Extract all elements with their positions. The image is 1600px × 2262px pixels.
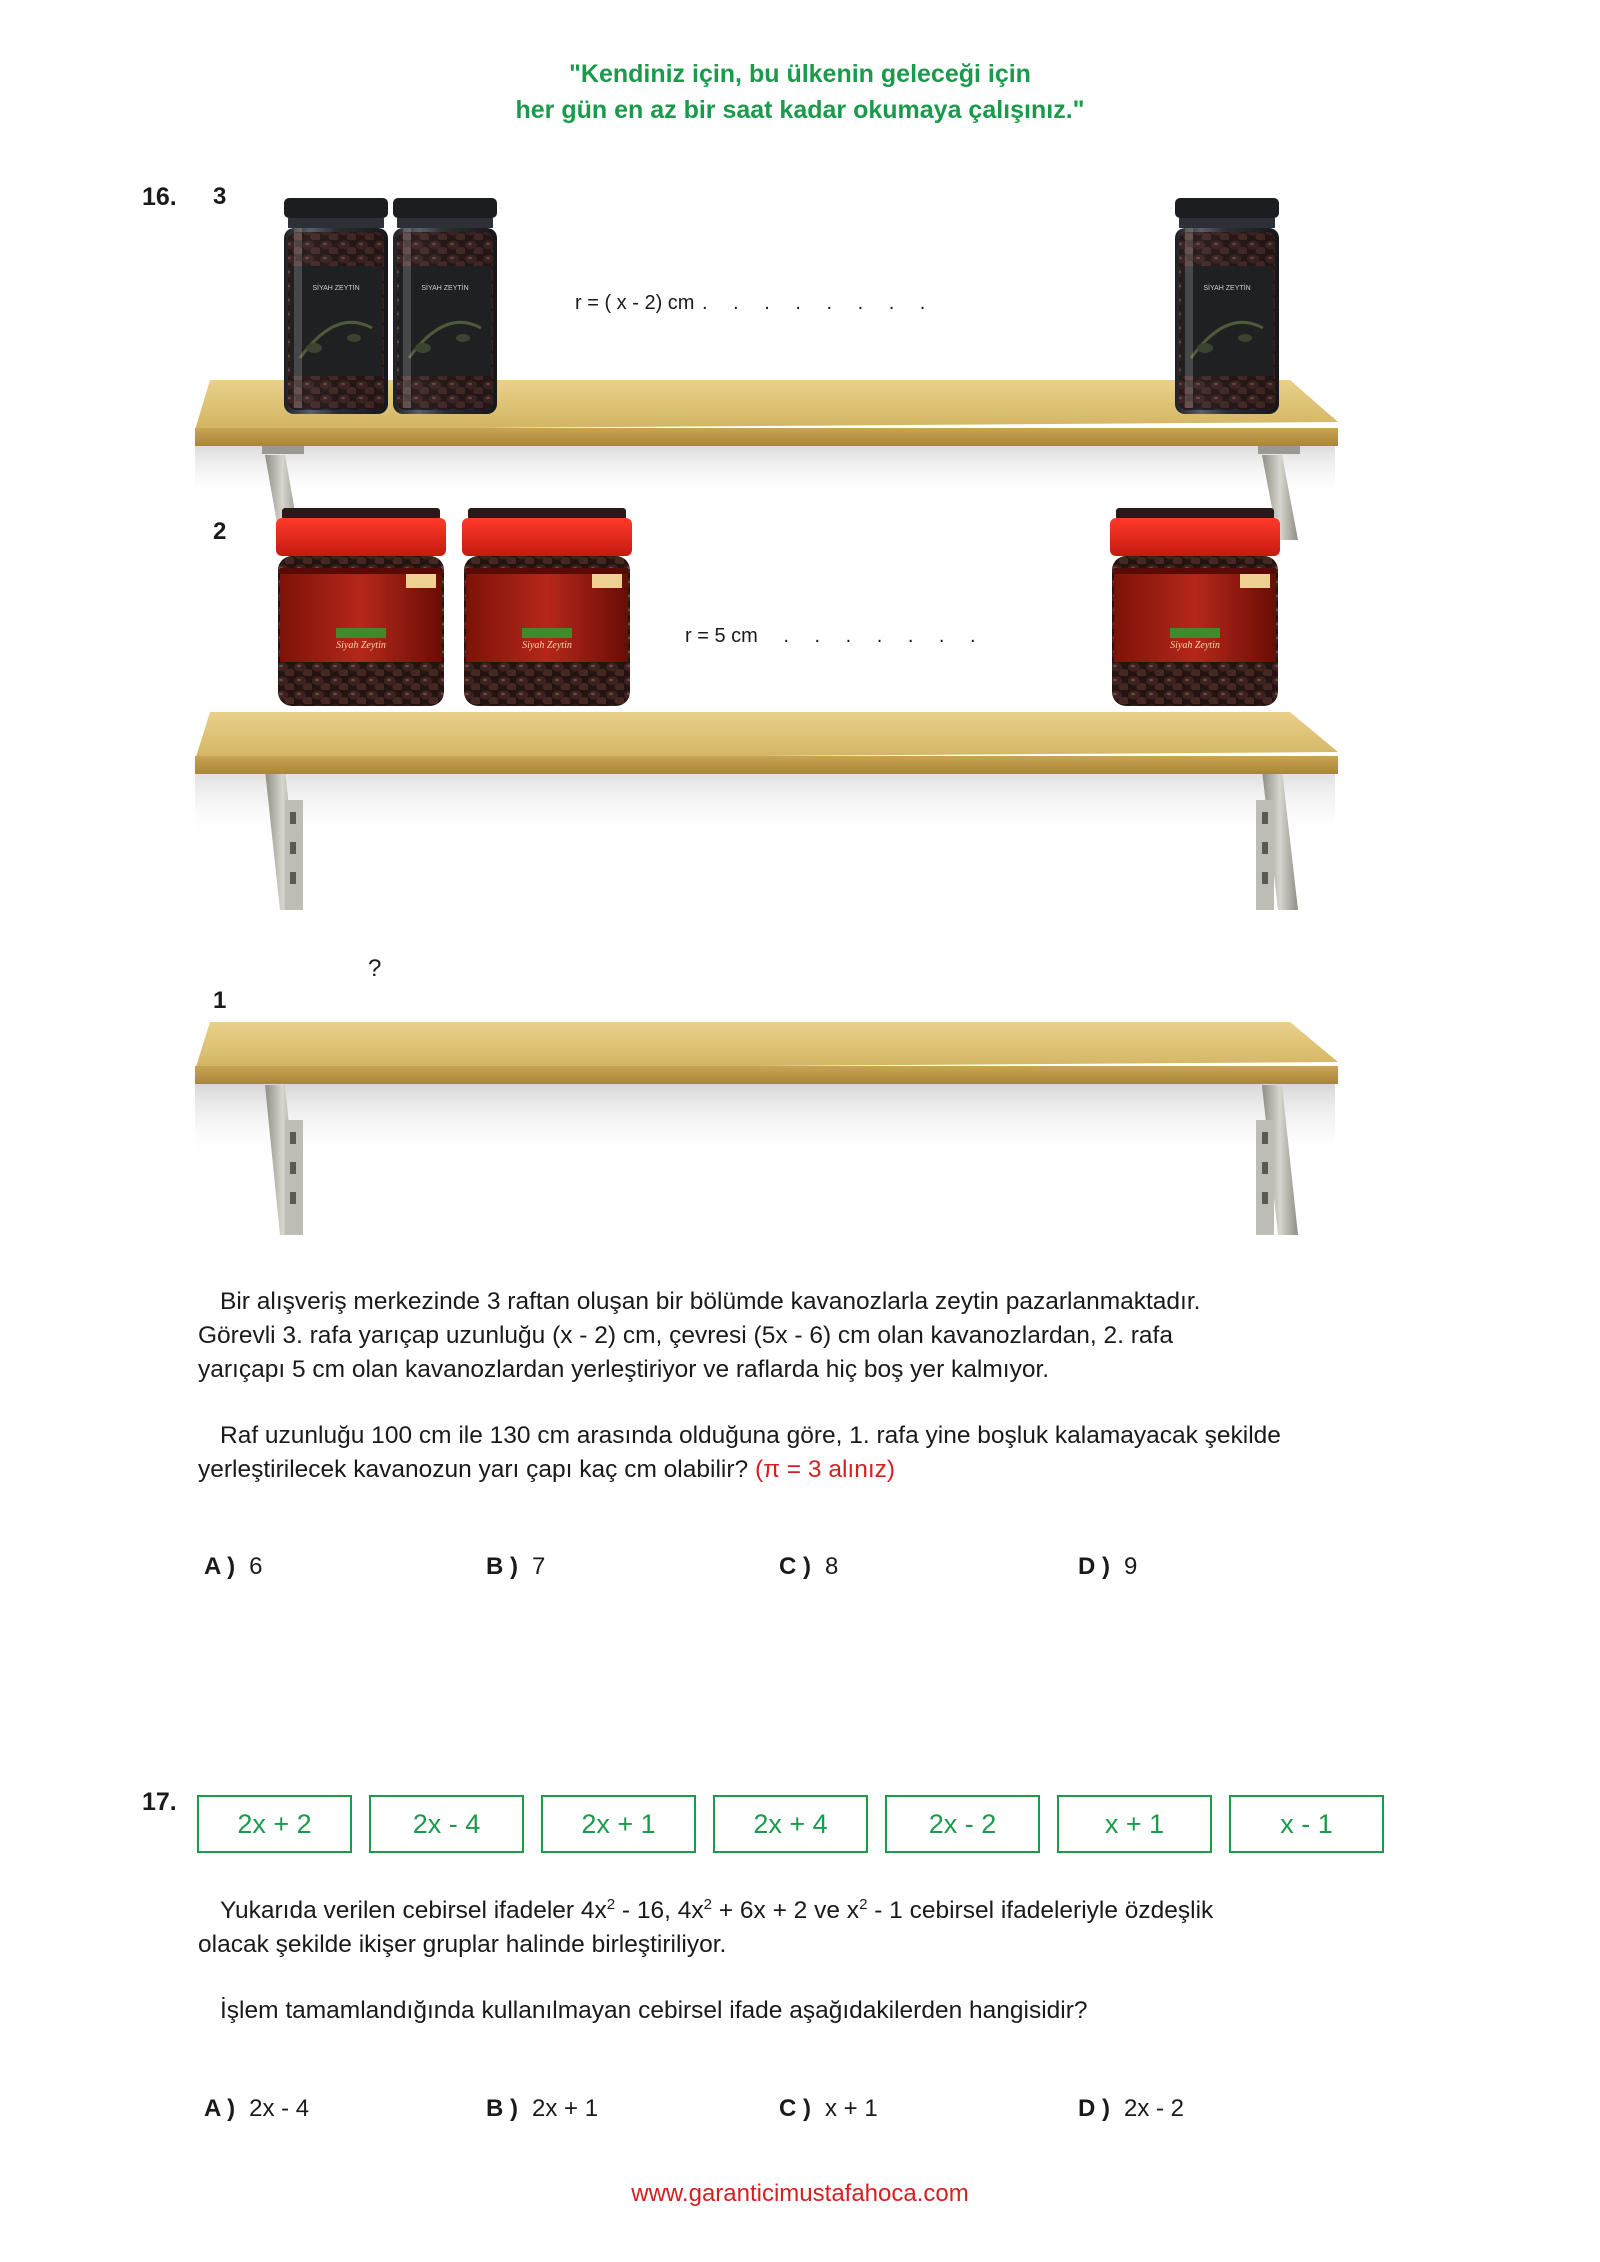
- question-17-number: 17.: [142, 1788, 177, 1816]
- option-letter: A ): [204, 2095, 236, 2122]
- jar-label: SİYAH ZEYTİN: [421, 285, 469, 292]
- pi-note: (π = 3 alınız): [754, 1456, 896, 1483]
- q17-option-c[interactable]: [779, 2095, 878, 2123]
- glass-jar: [393, 198, 497, 414]
- shelf-2-radius-note: [685, 625, 986, 648]
- expression-box: 2x - 4: [369, 1795, 524, 1853]
- shelf-3: [195, 198, 1338, 540]
- text-part: - 1 cebirsel ifadeleriyle özdeşlik: [867, 1897, 1214, 1925]
- glass-jar: [284, 198, 388, 414]
- shelf-2: [195, 508, 1338, 910]
- red-lid-jar: [276, 508, 446, 706]
- shelf-3-radius-note: [575, 292, 935, 315]
- expression-box: 2x + 1: [541, 1795, 696, 1853]
- jar-label: SİYAH ZEYTİN: [312, 285, 360, 292]
- question-17-text: [198, 1888, 1448, 2028]
- paragraph-line: [198, 1888, 1448, 1928]
- dots: . . . . . . . .: [702, 292, 936, 314]
- q17-option-a[interactable]: [204, 2095, 309, 2123]
- dots: . . . . . . .: [783, 625, 986, 647]
- unknown-radius-mark: ?: [368, 955, 382, 982]
- website-link[interactable]: www.garanticimustafahoca.com: [631, 2180, 969, 2207]
- glass-jar: [1175, 198, 1279, 414]
- q17-option-b[interactable]: [486, 2095, 598, 2123]
- paragraph-line: Görevli 3. rafa yarıçap uzunluğu (x - 2) cm, çevresi (5x - 6) cm olan kavanozlardan, 2. rafa: [198, 1322, 1173, 1349]
- option-value: 6: [249, 1553, 263, 1580]
- question-16-text: [198, 1285, 1448, 1487]
- option-letter: B ): [486, 1553, 518, 1580]
- expression-box: x + 1: [1057, 1795, 1212, 1853]
- radius-label: r = 5 cm: [685, 625, 758, 647]
- red-lid-jar: [1110, 508, 1280, 706]
- option-letter: D ): [1078, 2095, 1110, 2122]
- quote-line-1: "Kendiniz için, bu ülkenin geleceği için: [569, 60, 1031, 88]
- text-part: - 16, 4x: [615, 1897, 704, 1925]
- jar-label: Siyah Zeytin: [336, 640, 386, 651]
- option-value: 9: [1124, 1553, 1138, 1580]
- quote-line-2: her gün en az bir saat kadar okumaya çalışınız.": [515, 96, 1085, 124]
- paragraph-line: [198, 1453, 1448, 1487]
- question-text: yerleştirilecek kavanozun yarı çapı kaç cm olabilir?: [198, 1456, 749, 1483]
- option-letter: B ): [486, 2095, 518, 2122]
- option-value: 8: [825, 1553, 839, 1580]
- q16-option-c[interactable]: [779, 1553, 838, 1581]
- expression-box: 2x - 2: [885, 1795, 1040, 1853]
- exponent: 2: [703, 1896, 712, 1913]
- jar-label: Siyah Zeytin: [1170, 640, 1220, 651]
- exponent: 2: [606, 1896, 616, 1913]
- q17-option-d[interactable]: [1078, 2095, 1184, 2123]
- motivational-quote: [0, 56, 1600, 128]
- q16-option-d[interactable]: [1078, 1553, 1137, 1581]
- shelf-1: [195, 1022, 1338, 1235]
- shelf-1-label: 1: [213, 987, 227, 1014]
- jar-label: SİYAH ZEYTİN: [1203, 285, 1251, 292]
- exponent: 2: [859, 1896, 868, 1913]
- radius-label: r = ( x - 2) cm: [575, 292, 695, 314]
- paragraph-line: olacak şekilde ikişer gruplar halinde birleştiriliyor.: [198, 1931, 727, 1959]
- question-16-number: 16.: [142, 183, 177, 211]
- option-letter: D ): [1078, 1553, 1110, 1580]
- paragraph-line: Raf uzunluğu 100 cm ile 130 cm arasında olduğuna göre, 1. rafa yine boşluk kalamayacak şekilde: [220, 1422, 1281, 1449]
- option-value: 2x - 2: [1124, 2095, 1185, 2122]
- expression-box: 2x + 2: [197, 1795, 352, 1853]
- paragraph-line: Bir alışveriş merkezinde 3 raftan oluşan bir bölümde kavanozlarla zeytin pazarlanmaktadır.: [220, 1288, 1201, 1315]
- shelf-2-label: 2: [213, 518, 227, 545]
- option-value: 7: [532, 1553, 546, 1580]
- expression-box: 2x + 4: [713, 1795, 868, 1853]
- paragraph-line: İşlem tamamlandığında kullanılmayan cebirsel ifade aşağıdakilerden hangisidir?: [220, 1997, 1088, 2025]
- option-value: 2x - 4: [249, 2095, 310, 2122]
- q16-option-a[interactable]: [204, 1553, 262, 1581]
- shelf-3-label: 3: [213, 183, 227, 210]
- jar-label: Siyah Zeytin: [522, 640, 572, 651]
- option-value: 2x + 1: [532, 2095, 599, 2122]
- q16-option-b[interactable]: [486, 1553, 545, 1581]
- option-value: x + 1: [825, 2095, 878, 2122]
- paragraph-line: yarıçapı 5 cm olan kavanozlardan yerleştiriyor ve raflarda hiç boş yer kalmıyor.: [198, 1356, 1050, 1383]
- option-letter: A ): [204, 1553, 236, 1580]
- text-part: Yukarıda verilen cebirsel ifadeler 4x: [220, 1897, 607, 1925]
- red-lid-jar: [462, 508, 632, 706]
- text-part: + 6x + 2 ve x: [711, 1897, 860, 1925]
- option-letter: C ): [779, 2095, 811, 2122]
- expression-box: x - 1: [1229, 1795, 1384, 1853]
- option-letter: C ): [779, 1553, 811, 1580]
